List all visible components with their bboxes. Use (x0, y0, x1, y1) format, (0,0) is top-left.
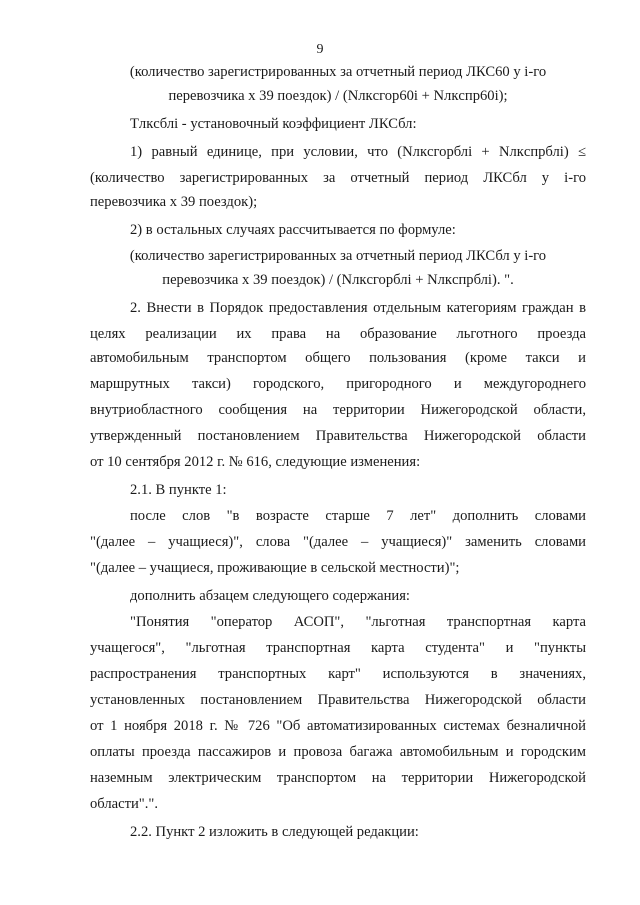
text-line: от 1 ноября 2018 г. № 726 "Об автоматизированных системах безналичной (90, 718, 586, 734)
text-line: Tлкcблi - установочный коэффициент ЛКСбл: (130, 116, 417, 132)
text-line: 2.2. Пункт 2 изложить в следующей редакции: (130, 824, 419, 840)
text-line: после слов "в возрасте старше 7 лет" дополнить словами (130, 508, 586, 524)
text-line: оплаты проезда пассажиров и провоза багажа автомобильным и городским (90, 744, 586, 760)
text-line: (количество зарегистрированных за отчетный период ЛКС60 у i-го (129, 64, 547, 80)
text-line: "(далее – учащиеся)", слова "(далее – учащиеся)" заменить словами (90, 534, 586, 550)
text-line: "Понятия "оператор АСОП", "льготная транспортная карта (130, 614, 586, 630)
text-line: 2) в остальных случаях рассчитывается по формуле: (130, 222, 456, 238)
text-line: распространения транспортных карт" используются в значениях, (90, 666, 586, 682)
text-line: установленных постановлением Правительства Нижегородской области (90, 692, 586, 708)
text-line: маршрутных такси) городского, пригородного и междугороднего (90, 376, 586, 392)
text-line: перевозчика х 39 поездок) / (Nлкcгорблi + Nлкcпрблi). ". (162, 272, 514, 288)
text-line: (количество зарегистрированных за отчетный период ЛКСбл у i-го (129, 248, 547, 264)
text-line: 2.1. В пункте 1: (130, 482, 227, 498)
text-line: области".". (90, 796, 158, 812)
text-line: 2. Внести в Порядок предоставления отдельным категориям граждан в (130, 300, 586, 316)
text-line: перевозчика х 39 поездок) / (Nлкcгор60i + Nлкcпр60i); (168, 88, 508, 104)
text-line: наземным электрическим транспортом на территории Нижегородской (90, 770, 586, 786)
text-line: внутриобластного сообщения на территории Нижегородской области, (90, 402, 586, 418)
text-line: от 10 сентября 2012 г. № 616, следующие изменения: (90, 454, 421, 470)
text-line: целях реализации их права на образование льготного проезда (90, 326, 586, 342)
text-line: перевозчика х 39 поездок); (90, 194, 258, 210)
text-line: учащегося", "льготная транспортная карта студента" и "пункты (90, 640, 586, 656)
page-number: 9 (316, 42, 324, 57)
text-line: автомобильным транспортом общего пользования (кроме такси и (90, 350, 586, 366)
text-line: утвержденный постановлением Правительства Нижегородской области (90, 428, 586, 444)
text-line: (количество зарегистрированных за отчетный период ЛКСбл у i-го (90, 170, 586, 186)
text-line: 1) равный единице, при условии, что (Nлкcгорблi + Nлкcпрблi) ≤ (130, 144, 586, 160)
text-line: "(далее – учащиеся, проживающие в сельской местности)"; (90, 560, 460, 576)
text-line: дополнить абзацем следующего содержания: (130, 588, 410, 604)
